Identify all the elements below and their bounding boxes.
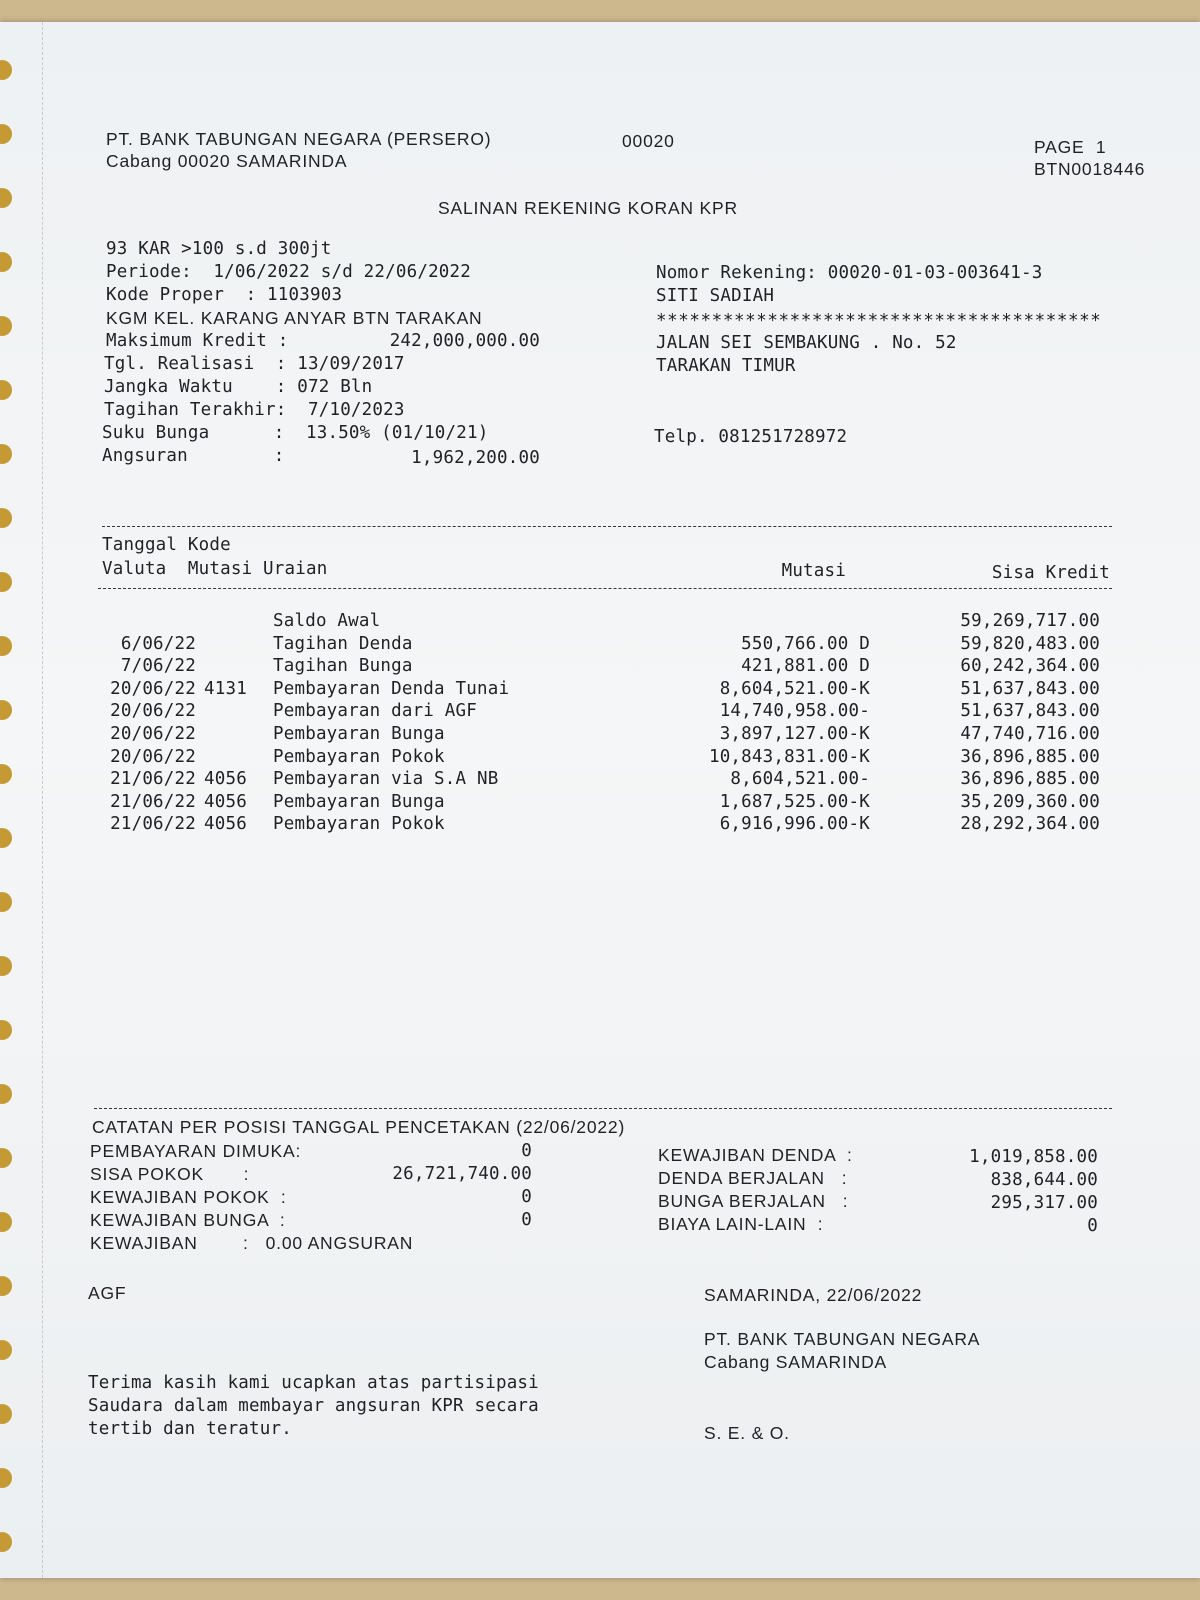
- angsuran-label: Angsuran :: [102, 446, 285, 466]
- feed-hole: [0, 892, 12, 912]
- account-suku-bunga: Suku Bunga : 13.50% (01/10/21): [102, 423, 489, 443]
- address-line-1: JALAN SEI SEMBAKUNG . No. 52: [656, 333, 957, 353]
- summary-left-label: PEMBAYARAN DIMUKA:: [90, 1141, 302, 1161]
- table-header-line-1: Tanggal Kode: [102, 535, 231, 555]
- row-sisa: 59,820,483.00: [960, 633, 1100, 654]
- row-mutasi: 421,881.00 D: [741, 656, 870, 677]
- feed-hole: [0, 1084, 12, 1104]
- row-uraian: Pembayaran Pokok: [273, 814, 445, 835]
- row-uraian: Pembayaran dari AGF: [273, 701, 477, 722]
- row-sisa: 28,292,364.00: [960, 814, 1100, 835]
- account-tgl-realisasi: Tgl. Realisasi : 13/09/2017: [104, 354, 405, 374]
- table-header-mutasi: Mutasi: [781, 561, 846, 581]
- seo-note: S. E. & O.: [704, 1423, 790, 1443]
- summary-left-value: 0: [521, 1210, 532, 1230]
- thanks-line-2: Saudara dalam membayar angsuran KPR secara: [88, 1396, 539, 1416]
- summary-right-value: 0: [1087, 1216, 1098, 1236]
- feed-hole: [0, 508, 12, 528]
- row-mutasi: 8,604,521.00-: [730, 769, 870, 790]
- row-tanggal: 6/06/22: [120, 633, 196, 654]
- maks-kredit-label: Maksimum Kredit :: [106, 331, 289, 351]
- feed-hole: [0, 764, 12, 784]
- maks-kredit-value: 242,000,000.00: [389, 331, 540, 351]
- account-jangka-waktu: Jangka Waktu : 072 Bln: [104, 377, 373, 397]
- thanks-line-3: tertib dan teratur.: [88, 1419, 292, 1439]
- statement-sheet: [0, 22, 1200, 1578]
- summary-divider: [94, 1108, 1112, 1109]
- row-tanggal: 20/06/22: [110, 746, 196, 767]
- row-mutasi: 10,843,831.00-K: [708, 746, 870, 767]
- row-mutasi: 6,916,996.00-K: [719, 814, 870, 835]
- row-sisa: 51,637,843.00: [960, 701, 1100, 722]
- summary-right-label: KEWAJIBAN DENDA :: [658, 1145, 853, 1165]
- account-kode-proper: Kode Proper : 1103903: [106, 285, 343, 305]
- account-category: 93 KAR >100 s.d 300jt: [106, 239, 332, 259]
- feed-hole: [0, 1404, 12, 1424]
- row-tanggal: 21/06/22: [110, 814, 196, 835]
- feed-hole: [0, 1468, 12, 1488]
- row-tanggal: 21/06/22: [110, 769, 196, 790]
- row-kode: 4056: [204, 814, 247, 835]
- row-kode: 4056: [204, 769, 247, 790]
- table-top-divider: [102, 526, 1112, 527]
- feed-hole: [0, 1532, 12, 1552]
- branch-code: 00020: [622, 131, 675, 151]
- signature-bank: PT. BANK TABUNGAN NEGARA: [704, 1329, 981, 1349]
- feed-hole: [0, 252, 12, 272]
- thanks-line-1: Terima kasih kami ucapkan atas partisipasi: [88, 1373, 539, 1393]
- feed-hole: [0, 700, 12, 720]
- row-sisa: 60,242,364.00: [960, 656, 1100, 677]
- address-line-2: TARAKAN TIMUR: [656, 356, 796, 376]
- summary-kewajiban: KEWAJIBAN : 0.00 ANGSURAN: [90, 1233, 414, 1253]
- feed-hole: [0, 1340, 12, 1360]
- row-tanggal: 20/06/22: [110, 701, 196, 722]
- customer-name: SITI SADIAH: [656, 286, 775, 306]
- nomor-rekening: Nomor Rekening: 00020-01-03-003641-3: [656, 263, 1043, 283]
- table-header-sisa-kredit: Sisa Kredit: [991, 563, 1110, 583]
- row-tanggal: 21/06/22: [110, 791, 196, 812]
- page-number: PAGE 1: [1034, 137, 1107, 157]
- row-sisa: 51,637,843.00: [960, 678, 1100, 699]
- row-sisa: 35,209,360.00: [960, 791, 1100, 812]
- feed-hole: [0, 1212, 12, 1232]
- row-uraian: Saldo Awal: [273, 611, 381, 631]
- row-uraian: Pembayaran Pokok: [273, 746, 445, 767]
- row-mutasi: 8,604,521.00-K: [719, 678, 870, 699]
- feed-hole: [0, 1276, 12, 1296]
- telephone: Telp. 081251728972: [654, 427, 848, 447]
- table-header-line-2: Valuta Mutasi Uraian: [102, 559, 328, 579]
- agf-label: AGF: [88, 1283, 127, 1303]
- bank-name: PT. BANK TABUNGAN NEGARA (PERSERO): [106, 129, 492, 149]
- place-date: SAMARINDA, 22/06/2022: [704, 1285, 923, 1305]
- account-project: KGM KEL. KARANG ANYAR BTN TARAKAN: [106, 308, 483, 328]
- summary-left-value: 0: [521, 1187, 532, 1207]
- document-id: BTN0018446: [1034, 159, 1146, 179]
- row-uraian: Pembayaran Denda Tunai: [273, 678, 510, 699]
- summary-right-value: 838,644.00: [990, 1170, 1098, 1190]
- feed-hole: [0, 572, 12, 592]
- feed-hole: [0, 60, 12, 80]
- masked-line: ****************************************: [656, 311, 1102, 331]
- tractor-feed-strip: [0, 22, 43, 1578]
- summary-title: CATATAN PER POSISI TANGGAL PENCETAKAN (22/06/2022): [92, 1117, 626, 1137]
- row-sisa: 59,269,717.00: [960, 611, 1100, 631]
- feed-hole: [0, 380, 12, 400]
- summary-left-label: KEWAJIBAN BUNGA :: [90, 1210, 286, 1230]
- row-sisa: 36,896,885.00: [960, 769, 1100, 790]
- signature-branch: Cabang SAMARINDA: [704, 1352, 888, 1372]
- row-uraian: Tagihan Denda: [273, 633, 413, 654]
- table-header-divider: [98, 588, 1112, 589]
- row-mutasi: 14,740,958.00-: [719, 701, 870, 722]
- feed-hole: [0, 316, 12, 336]
- row-mutasi: 550,766.00 D: [741, 633, 870, 654]
- row-tanggal: 20/06/22: [110, 724, 196, 744]
- row-uraian: Tagihan Bunga: [273, 656, 413, 677]
- row-uraian: Pembayaran via S.A NB: [273, 769, 499, 790]
- feed-hole: [0, 956, 12, 976]
- angsuran-value: 1,962,200.00: [411, 448, 540, 468]
- feed-hole: [0, 1020, 12, 1040]
- row-kode: 4131: [204, 678, 247, 699]
- row-uraian: Pembayaran Bunga: [273, 791, 445, 812]
- row-uraian: Pembayaran Bunga: [273, 724, 445, 744]
- row-mutasi: 3,897,127.00-K: [719, 724, 870, 744]
- feed-hole: [0, 444, 12, 464]
- account-periode: Periode: 1/06/2022 s/d 22/06/2022: [106, 262, 472, 282]
- summary-right-label: BIAYA LAIN-LAIN :: [658, 1214, 824, 1234]
- row-tanggal: 20/06/22: [110, 678, 196, 699]
- row-mutasi: 1,687,525.00-K: [719, 791, 870, 812]
- feed-hole: [0, 188, 12, 208]
- row-sisa: 47,740,716.00: [960, 724, 1100, 744]
- row-sisa: 36,896,885.00: [960, 746, 1100, 767]
- summary-right-value: 295,317.00: [990, 1193, 1098, 1213]
- feed-hole: [0, 124, 12, 144]
- page-title: SALINAN REKENING KORAN KPR: [438, 198, 738, 218]
- feed-hole: [0, 1148, 12, 1168]
- summary-left-label: KEWAJIBAN POKOK :: [90, 1187, 287, 1207]
- row-kode: 4056: [204, 791, 247, 812]
- summary-left-value: 26,721,740.00: [392, 1164, 532, 1184]
- account-tagihan-terakhir: Tagihan Terakhir: 7/10/2023: [104, 400, 405, 420]
- feed-hole: [0, 636, 12, 656]
- summary-right-label: DENDA BERJALAN :: [658, 1168, 848, 1188]
- branch-name: Cabang 00020 SAMARINDA: [106, 151, 348, 171]
- summary-right-value: 1,019,858.00: [969, 1147, 1098, 1167]
- row-tanggal: 7/06/22: [120, 656, 196, 677]
- summary-left-value: 0: [521, 1141, 532, 1161]
- feed-hole: [0, 828, 12, 848]
- summary-left-label: SISA POKOK :: [90, 1164, 250, 1184]
- summary-right-label: BUNGA BERJALAN :: [658, 1191, 849, 1211]
